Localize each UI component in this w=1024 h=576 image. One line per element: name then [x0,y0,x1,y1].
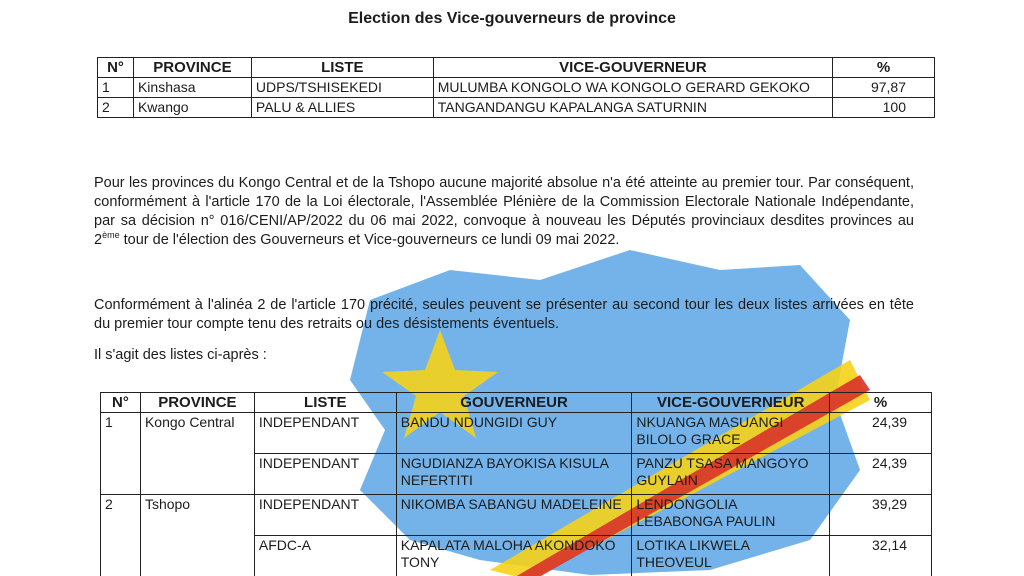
cell-percent: 32,14 [830,536,932,576]
header-liste: LISTE [251,58,433,78]
cell-vice: LENDONGOLIA LEBABONGA PAULIN [632,495,830,536]
header-gouverneur: GOUVERNEUR [396,393,632,413]
cell-num: 2 [101,495,141,576]
cell-percent: 24,39 [830,454,932,495]
table-header-row [101,393,932,413]
cell-percent: 24,39 [830,413,932,454]
paragraph-article-170: Conformément à l'alinéa 2 de l'article 170 précité, seules peuvent se présenter au second tour les deux listes arrivées en tête du premier tour compte tenu des retraits ou des désistements éventuels. [94,297,914,332]
cell-num: 2 [98,98,134,118]
cell-vice: LOTIKA LIKWELA THEOVEUL [632,536,830,576]
paragraph-lists-intro: Il s'agit des listes ci-après : [94,347,267,363]
cell-gouverneur: NGUDIANZA BAYOKISA KISULA NEFERTITI [396,454,632,495]
cell-liste: UDPS/TSHISEKEDI [251,78,433,98]
cell-liste: PALU & ALLIES [251,98,433,118]
paragraph-second-round [94,174,914,250]
header-province: PROVINCE [140,393,254,413]
cell-province: Kwango [133,98,251,118]
header-num: N° [98,58,134,78]
cell-liste: AFDC-A [254,536,396,576]
header-province: PROVINCE [133,58,251,78]
cell-num: 1 [101,413,141,495]
cell-province: Tshopo [140,495,254,576]
vice-governors-table [97,57,935,118]
table-row [98,78,935,98]
cell-percent: 97,87 [833,78,935,98]
cell-percent: 100 [833,98,935,118]
cell-gouverneur: NIKOMBA SABANGU MADELEINE [396,495,632,536]
cell-liste: INDEPENDANT [254,495,396,536]
cell-vice: MULUMBA KONGOLO WA KONGOLO GERARD GEKOKO [433,78,832,98]
paragraph-text: Pour les provinces du Kongo Central et de la Tshopo aucune majorité absolue n'a été atteinte au premier tour. Par conséquent, conformément à l'article 170 de la Loi électorale, l'Assemblée Plénière de la Commission Electorale Nationale Indépendante, par sa décision n° 016/CENI/AP/2022 du 06 mai 2022, convoque à nouveau les Députés provinciaux desdites provinces au 2 [94,175,914,248]
superscript-eme: ème [102,230,120,241]
header-num: N° [101,393,141,413]
header-percent: % [830,393,932,413]
cell-vice: PANZU TSASA MANGOYO GUYLAIN [632,454,830,495]
table-header-row [98,58,935,78]
table-row [101,495,932,536]
cell-num: 1 [98,78,134,98]
cell-province: Kinshasa [133,78,251,98]
cell-vice: NKUANGA MASUANGI BILOLO GRACE [632,413,830,454]
header-liste: LISTE [254,393,396,413]
table-row [98,98,935,118]
cell-gouverneur: BANDU NDUNGIDI GUY [396,413,632,454]
cell-vice: TANGANDANGU KAPALANGA SATURNIN [433,98,832,118]
header-vice-gouverneur: VICE-GOUVERNEUR [433,58,832,78]
header-vice-gouverneur: VICE-GOUVERNEUR [632,393,830,413]
header-percent: % [833,58,935,78]
cell-liste: INDEPENDANT [254,454,396,495]
cell-province: Kongo Central [140,413,254,495]
paragraph-text-end: tour de l'élection des Gouverneurs et Vice-gouverneurs ce lundi 09 mai 2022. [119,232,620,248]
cell-liste: INDEPENDANT [254,413,396,454]
table-row [101,413,932,454]
second-round-lists-table [100,392,932,576]
cell-percent: 39,29 [830,495,932,536]
page-title: Election des Vice-gouverneurs de province [348,10,676,27]
cell-gouverneur: KAPALATA MALOHA AKONDOKO TONY [396,536,632,576]
